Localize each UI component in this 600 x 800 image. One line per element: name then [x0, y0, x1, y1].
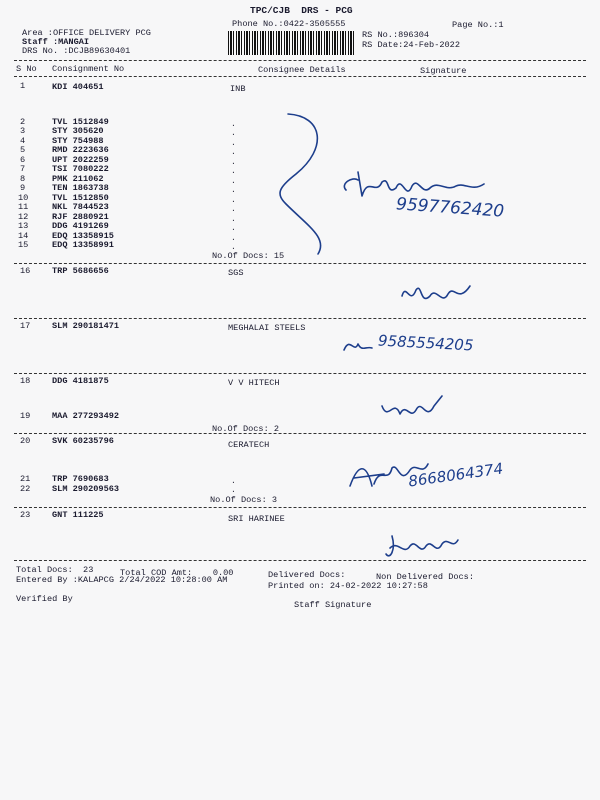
- row-consignment: SVK 60235796: [52, 436, 114, 446]
- signature-4: [378, 392, 448, 426]
- row-divider: [14, 373, 586, 374]
- row-sno: 5: [20, 145, 26, 155]
- row-sno: 14: [18, 231, 29, 241]
- staff-signature-label: Staff Signature: [294, 600, 372, 610]
- total-cod: Total COD Amt: 0.00: [120, 568, 234, 578]
- rs-number: RS No.:896304: [362, 30, 430, 40]
- row-sno: 19: [20, 411, 31, 421]
- header-rule-top: [14, 60, 586, 61]
- row-consignment: EDQ 13358915: [52, 231, 114, 241]
- row-sno: 18: [20, 376, 31, 386]
- row-sno: 4: [20, 136, 26, 146]
- row-sno: 7: [20, 164, 26, 174]
- row-sno: 20: [20, 436, 31, 446]
- row-consignment: KDI 404651: [52, 82, 104, 92]
- entered-by: Entered By :KALAPCG 2/24/2022 10:28:00 AM: [16, 575, 228, 585]
- row-consignee: CERATECH: [228, 440, 270, 450]
- row-sno: 23: [20, 510, 31, 520]
- row-consignment: SLM 290181471: [52, 321, 120, 331]
- row-consignee: MEGHALAI STEELS: [228, 323, 306, 333]
- signature-6: [382, 530, 462, 564]
- barcode: [228, 31, 354, 55]
- row-sno: 13: [18, 221, 29, 231]
- row-sno: 22: [20, 484, 31, 494]
- row-sno: 17: [20, 321, 31, 331]
- row-sno: 21: [20, 474, 31, 484]
- non-delivered-docs: Non Delivered Docs:: [376, 572, 474, 582]
- page-number: Page No.:1: [452, 20, 504, 30]
- row-consignment: RJF 2880921: [52, 212, 109, 222]
- row-sno: 16: [20, 266, 31, 276]
- signature-2: [396, 276, 476, 310]
- row-consignment: TVL 1512849: [52, 117, 109, 127]
- printed-on: Printed on: 24-02-2022 10:27:58: [268, 581, 428, 591]
- row-consignment: DDG 4191269: [52, 221, 109, 231]
- row-consignee: SGS: [228, 268, 244, 278]
- handwritten-phone-2: 9585554205: [377, 331, 474, 355]
- footer-rule: [14, 560, 586, 561]
- doc-count: No.Of Docs: 15: [212, 251, 285, 261]
- row-consignment: EDQ 13358991: [52, 240, 114, 250]
- row-sno: 2: [20, 117, 26, 127]
- row-consignment: TRP 7690683: [52, 474, 109, 484]
- row-divider: [14, 507, 586, 508]
- row-consignment: PMK 211062: [52, 174, 104, 184]
- row-consignment: DDG 4181875: [52, 376, 109, 386]
- row-consignment: SLM 290209563: [52, 484, 120, 494]
- doc-count: No.Of Docs: 3: [210, 495, 278, 505]
- header-rule-bottom: [14, 76, 586, 77]
- staff-label: Staff :MANGAI: [22, 37, 90, 47]
- row-sno: 12: [18, 212, 29, 222]
- row-sno: 3: [20, 126, 26, 136]
- row-consignment: TSI 7080222: [52, 164, 109, 174]
- row-consignee: INB: [230, 84, 246, 94]
- col-consignee: Consignee Details: [258, 65, 346, 75]
- row-sno: 9: [20, 183, 26, 193]
- row-sno: 15: [18, 240, 29, 250]
- brace-mark: [268, 108, 348, 258]
- row-consignment: NKL 7844523: [52, 202, 109, 212]
- total-docs: Total Docs: 23: [16, 565, 94, 575]
- col-signature: Signature: [420, 66, 467, 76]
- row-divider: [14, 318, 586, 319]
- area-label: Area :OFFICE DELIVERY PCG: [22, 28, 151, 38]
- drs-number: DRS No. :DCJB89630401: [22, 46, 131, 56]
- row-consignee: V V HITECH: [228, 378, 280, 388]
- col-sno: S No: [16, 64, 37, 74]
- verified-by: Verified By: [16, 594, 73, 604]
- delivered-docs: Delivered Docs:: [268, 570, 346, 580]
- row-divider: [14, 433, 586, 434]
- row-consignment: GNT 111225: [52, 510, 104, 520]
- row-sno: 1: [20, 81, 26, 91]
- row-sno: 10: [18, 193, 29, 203]
- row-consignment: STY 754988: [52, 136, 104, 146]
- row-consignment: TRP 5686656: [52, 266, 109, 276]
- row-divider: [14, 263, 586, 264]
- row-consignee: SRI HARINEE: [228, 514, 285, 524]
- row-consignment: TEN 1863738: [52, 183, 109, 193]
- rs-date: RS Date:24-Feb-2022: [362, 40, 460, 50]
- row-consignment: TVL 1512850: [52, 193, 109, 203]
- doc-count: No.Of Docs: 2: [212, 424, 280, 434]
- signature-3: [340, 334, 374, 358]
- row-consignment: STY 305620: [52, 126, 104, 136]
- handwritten-phone-1: 9597762420: [395, 194, 505, 222]
- row-consignment: MAA 277293492: [52, 411, 120, 421]
- row-consignment: UPT 2022259: [52, 155, 109, 165]
- handwritten-phone-3: 8668064374: [407, 459, 505, 491]
- row-sno: 8: [20, 174, 26, 184]
- row-sno: 6: [20, 155, 26, 165]
- row-consignment: RMD 2223636: [52, 145, 109, 155]
- phone-number: Phone No.:0422-3505555: [232, 19, 346, 29]
- col-consignment: Consignment No: [52, 64, 125, 74]
- document-title: TPC/CJB DRS - PCG: [250, 5, 353, 16]
- row-sno: 11: [18, 202, 29, 212]
